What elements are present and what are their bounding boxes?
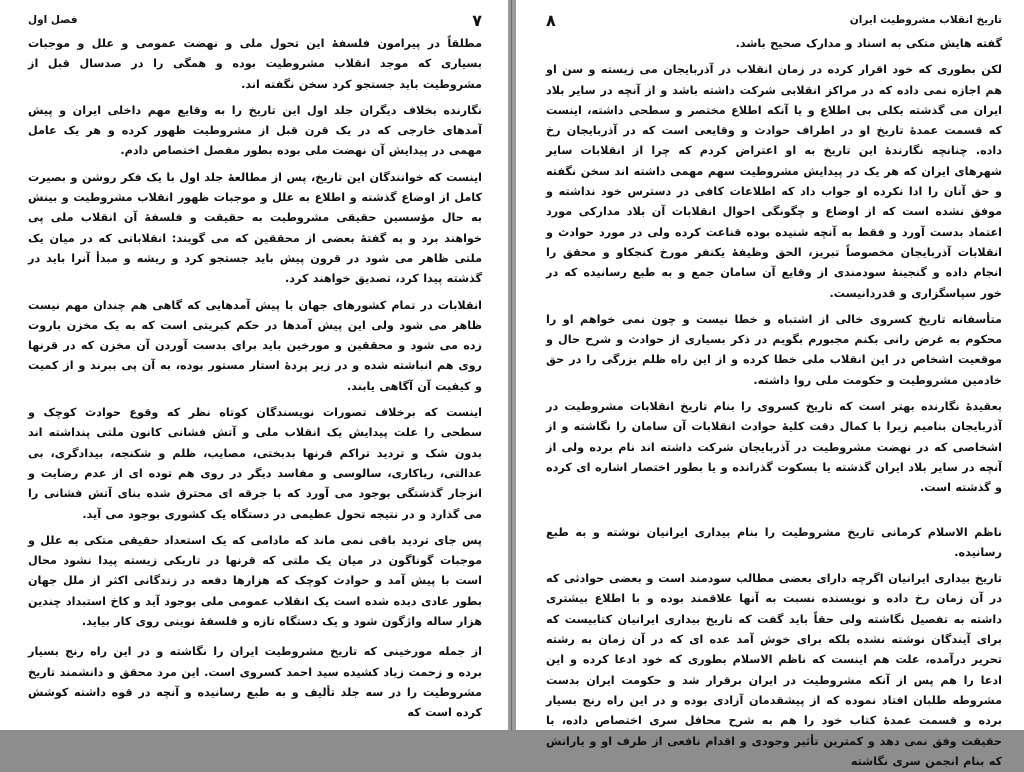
right-page-number: ۸ [546,10,556,30]
left-paragraph-7: از جمله مورخینی که تاریخ مشروطیت ایران را نگاشته و در این راه رنج بسیار برده و زحمت زیاد کشیده سید احمد کسروی است. این مرد محقق و دانشمند تاریخ مشروطیت را در سه جلد تألیف و به طبع رسانیده و آنچه در قوه داشته کوشش کرده است که [28,645,482,720]
left-page-number: ۷ [472,10,482,30]
left-paragraph-2: نگارنده بخلاف دیگران جلد اول این تاریخ را به وقایع مهم داخلی ایران و پیش آمدهای خارجی که در یک قرن قبل از مشروطیت ظهور کرده و هر یک عامل مهمی در پیدایش آن نهضت ملی بوده بطور مفصل اختصاص دادم. [28,103,482,158]
right-book-page [516,0,1024,768]
right-paragraph-5: ناظم الاسلام کرمانی تاریخ مشروطیت را بنام بیداری ایرانیان نوشته و به طبع رسانیده. [546,525,1002,559]
right-paragraph-1: گفته هایش متکی به اسناد و مدارک صحیح باشد. [735,37,1002,50]
left-paragraph-4: انقلابات در تمام کشورهای جهان با پیش آمدهایی که گاهی هم چندان مهم نیست ظاهر می شود ولی این پیش آمدها در حکم کبریتی است که به یک مخزن باروت زده می شود و محققین و مورخین باید برای بدست آوردن آن مخزن که در قرنها روی هم انباشته شده و در زیر پردهٔ استار مستور بوده، به آن پی ببرند و از کمیت و کیفیت آن آگاهی یابند. [28,298,482,393]
left-paragraph-6: پس جای تردید باقی نمی ماند که مادامی که یک استعداد حقیقی متکی به علل و موجبات گوناگون در میان یک ملتی که قرنها در تاریکی زیسته پیدا نشود محال است با پیش آمد و حوادث کوچک که هزارها دفعه در زندگانی اکثر از ملل جهان بطور عادی دیده شده است یک انقلاب عمومی ملی بوجود آید و کاخ استبداد چندین هزار ساله واژگون شود و یک دستگاه تازه و فلسفهٔ نوینی روی کار بیاید. [28,533,482,629]
right-paragraph-3: متأسفانه تاریخ کسروی خالی از اشتباه و خطا نیست و چون نمی خواهم او را محکوم به غرض رانی بکنم مجبورم بگویم در ذکر بسیاری از حوادث و شرح حال و موقعیت اشخاص در این انقلاب ملی خطا کرده و از این راه ظلم بزرگی را در حق خادمین مشروطیت و حکومت ملی روا داشته. [546,312,1002,387]
left-paragraph-1: مطلقاً در پیرامون فلسفهٔ این تحول ملی و نهضت عمومی و علل و موجبات بسیاری که موجد انقلاب مشروطیت بوده و همگی را در صدسال قبل از مشروطیت باید جستجو کرد سخن نگفته اند. [28,37,482,91]
left-paragraph-5: اینست که برخلاف تصورات نویسندگان کوتاه نظر که وقوع حوادث کوچک و سطحی را علت پیدایش یک انقلاب ملی و آتش فشانی کانون ملتی پنداشته اند بدون شک و تردید تراکم قرنها بدبختی، مصایب، ظلم و شکنجه، بیدادگری، بی عدالتی، ریاکاری، سالوسی و مفاسد دیگر در روی هم توده ای از عدم رضایت و انزجار گذشتگی بوجود می آورد که با جرقه ای محترق شده بنای آتش فشانی را می گذارد و در نتیجه تحول عظیمی در دستگاه یک کشوری بوجود می آید. [28,406,482,521]
left-page-header [28,10,482,30]
right-paragraph-2: لکن بطوری که خود اقرار کرده در زمان انقلاب در آذربایجان می زیسته و سن او هم اجازه نمی داده که در مراکز انقلابی شرکت داشته باشد و از آنچه در سایر بلاد ایران می گذشته بکلی بی اطلاع و یا آنکه اطلاع مختصر و سطحی داشته، اینست که قسمت عمدهٔ تاریخ او در اطراف حوادث و وقایعی است که در آذربایجان رخ داده. چنانچه نگارندهٔ این تاریخ به او اعتراض کردم که چرا از انقلابات سایر شهرهای ایران که هر یک در پیدایش مشروطیت سهم مهمی داشته اند سخن نگفته و حق آنان را ادا نکرده او جواب داد که اطلاعات کافی در دسترس خود نداشته و موفق نشده است که از اوضاع و چگونگی احوال انقلابات آن بلاد مدارکی مورد اعتماد بدست آورد و فقط به آنچه شنیده بوده قناعت کرده ولی در مورد حوادث و انقلابات آذربایجان مخصوصاً تبریز، الحق وظیفهٔ یکنفر مورخ کنجکاو و محقق را انجام داده و گنجینهٔ سودمندی از وقایع آن سامان جمع و به طبع رسانیده که در خور سپاسگزاری و قدردانیست. [546,63,1002,300]
right-running-head: تاریخ انقلاب مشروطیت ایران [849,14,1002,26]
left-book-page [0,0,508,730]
book-gutter [508,0,516,730]
right-page-header [546,10,1002,30]
right-paragraph-4: بعقیدهٔ نگارنده بهتر است که تاریخ کسروی را بنام تاریخ انقلابات مشروطیت در آذربایجان بنامیم زیرا با کمال دقت کلیهٔ حوادث انقلابات آن سامان را نگاشته و از اشخاصی که در نهضت مشروطیت در آذربایجان شرکت داشته اند نام برده ولی از آنچه در سایر بلاد ایران گذشته یا بسکوت گذرانده و یا بطور اختصار اشاره ای کرده و گذشته است. [546,400,1002,495]
left-running-head: فصل اول [28,14,78,26]
right-paragraph-6: تاریخ بیداری ایرانیان اگرچه دارای بعضی مطالب سودمند است و بعضی حوادثی که در آن زمان رخ داده و نویسنده نسبت به آنها علاقمند بوده و با اطلاع بیشتری داشته به تفصیل نگاشته ولی حقاً باید گفت که تاریخ بیداری ایرانیان کتابیست که برای آیندگان نوشته نشده بلکه برای خوش آمد عده ای که در آن زمان به رشته تحریر درآمده، علت هم اینست که ناظم الاسلام بطوری که خود ادعا کرده و این ادعا را هم پس از آنکه مشروطیت در ایران برقرار شد و حکومت ایران بدست مشروطه طلبان افتاد نموده که از پیشقدمان آزادی بوده و در این راه رنج بسیار برده و قسمت عمدهٔ کتاب خود را هم به شرح محافل سری اختصاص داده، با حقیقت وفق نمی دهد و کمترین تأثیر وجودی و اقدام نافعی از طرف او و یارانش که بنام انجمن سری نگاشته [546,572,1002,768]
left-paragraph-3: اینست که خوانندگان این تاریخ، پس از مطالعهٔ جلد اول با یک فکر روشن و بصیرت کامل از اوضاع گذشته و اطلاع به علل و موجبات ظهور انقلاب مشروطیت و بینش به حال مؤسسین حقیقی مشروطیت به حقیقت و فلسفهٔ آن انقلاب ملی پی خواهند برد و به گفتهٔ بعضی از محققین که می گویند: انقلاباتی که در میان یک ملتی ظاهر می شود در قرون پیش باید جستجو کرد و ریشه و مبدأ آنرا باید در گذشته پیدا کرد، تصدیق خواهند کرد. [28,170,482,286]
